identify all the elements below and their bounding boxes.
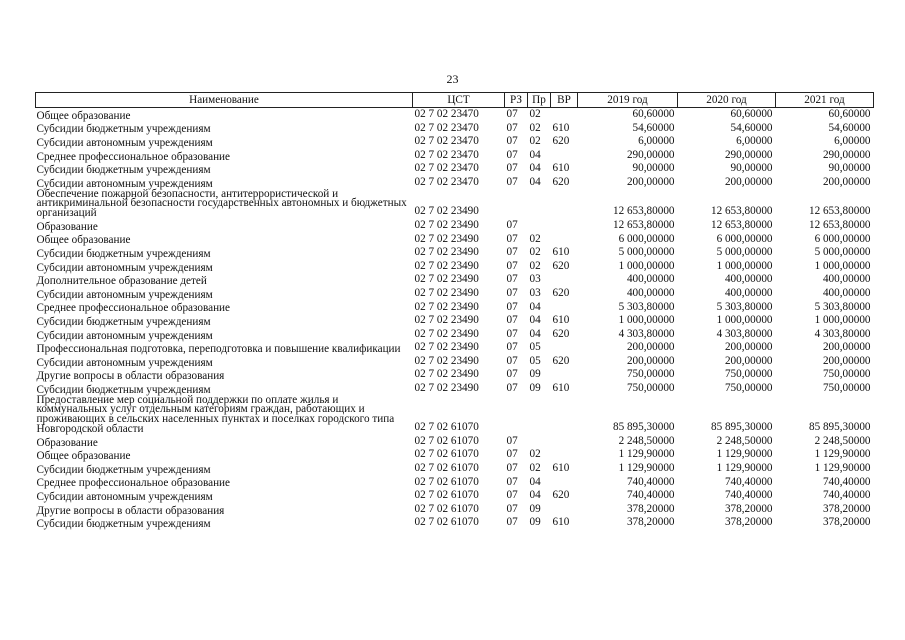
row-vr: [551, 233, 578, 247]
row-2019: 200,00000: [626, 354, 675, 367]
row-2019: 1 000,00000: [618, 314, 675, 327]
row-pr: 04: [529, 162, 541, 175]
row-cst: 02 7 02 23470: [414, 175, 479, 188]
row-name: Среднее профессиональное образование: [36, 150, 231, 163]
table-row: [36, 233, 874, 247]
row-pr: 02: [529, 108, 541, 120]
row-name: Субсидии автономным учреждениям: [36, 136, 213, 149]
row-rz: 07: [506, 121, 518, 134]
row-2019: 740,40000: [626, 475, 675, 488]
row-vr: [551, 503, 578, 517]
table-row: [36, 462, 874, 476]
row-cst: 02 7 02 23470: [414, 108, 479, 120]
row-2021: 740,40000: [822, 489, 871, 502]
header-pr: Пр: [528, 93, 551, 108]
row-cst: 02 7 02 23490: [414, 327, 479, 340]
row-rz: 07: [506, 314, 518, 327]
row-cst: 02 7 02 61070: [414, 448, 479, 461]
row-2019: 750,00000: [626, 382, 675, 395]
row-pr: 04: [529, 314, 541, 327]
row-2020: 6,00000: [736, 135, 773, 148]
row-2019: 6,00000: [638, 135, 675, 148]
row-name: Субсидии автономным учреждениям: [36, 356, 213, 369]
row-pr: 05: [529, 354, 541, 367]
row-name: Общее образование: [36, 450, 131, 463]
row-rz: 07: [506, 218, 518, 231]
row-2021: 6 000,00000: [814, 232, 871, 245]
table-row: [36, 273, 874, 287]
row-rz: 07: [506, 246, 518, 259]
table-row: [36, 190, 874, 219]
row-2019: 85 895,30000: [612, 421, 675, 434]
row-2021: 4 303,80000: [814, 327, 871, 340]
row-name: Обеспечение пожарной безопасности, антитеррористической и антикриминальной безопасности государственных автономных и бюджетных организаций: [36, 187, 407, 220]
row-cst: 02 7 02 23490: [414, 273, 479, 286]
row-rz: 07: [506, 434, 518, 447]
row-2021: 290,00000: [822, 148, 871, 161]
row-name: Субсидии бюджетным учреждениям: [36, 463, 211, 476]
row-2021: 200,00000: [822, 175, 871, 188]
row-2020: 290,00000: [724, 148, 773, 161]
row-vr: 610: [552, 462, 570, 475]
row-2021: 1 129,90000: [814, 462, 871, 475]
row-vr: 620: [552, 175, 570, 188]
row-2020: 5 303,80000: [716, 300, 773, 313]
row-cst: 02 7 02 23490: [414, 341, 479, 354]
row-2021: 90,00000: [828, 162, 871, 175]
table-row: [36, 368, 874, 382]
row-vr: 620: [552, 135, 570, 148]
row-rz: 07: [506, 489, 518, 502]
row-vr: [551, 368, 578, 382]
row-vr: [551, 219, 578, 233]
row-2021: 5 000,00000: [814, 246, 871, 259]
row-2020: 200,00000: [724, 341, 773, 354]
table-row: [36, 301, 874, 315]
row-rz: 07: [506, 475, 518, 488]
row-vr: [551, 273, 578, 287]
row-name: Среднее профессиональное образование: [36, 477, 231, 490]
row-2019: 4 303,80000: [618, 327, 675, 340]
row-2021: 1 000,00000: [814, 259, 871, 272]
table-row: [36, 396, 874, 435]
row-vr: 620: [552, 286, 570, 299]
row-2019: 54,60000: [632, 121, 675, 134]
row-cst: 02 7 02 61070: [414, 434, 479, 447]
row-2020: 12 653,80000: [710, 205, 773, 218]
row-2021: 400,00000: [822, 286, 871, 299]
row-vr: [551, 190, 578, 219]
row-2020: 2 248,50000: [716, 434, 773, 447]
row-rz: [505, 396, 528, 435]
row-name: Субсидии автономным учреждениям: [36, 491, 213, 504]
row-name: Среднее профессиональное образование: [36, 302, 231, 315]
row-vr: 610: [552, 121, 570, 134]
row-vr: [551, 435, 578, 449]
row-2021: 54,60000: [828, 121, 871, 134]
header-cst: ЦСТ: [413, 93, 505, 108]
row-vr: 610: [552, 516, 570, 529]
row-pr: [528, 396, 551, 435]
row-name: Субсидии автономным учреждениям: [36, 288, 213, 301]
row-2019: 12 653,80000: [612, 205, 675, 218]
row-pr: 04: [529, 300, 541, 313]
row-2020: 60,60000: [730, 108, 773, 120]
row-2019: 200,00000: [626, 341, 675, 354]
header-rz: РЗ: [505, 93, 528, 108]
table-row: [36, 246, 874, 260]
row-pr: 09: [529, 502, 541, 515]
row-cst: 02 7 02 61070: [414, 475, 479, 488]
row-2019: 5 000,00000: [618, 246, 675, 259]
row-cst: 02 7 02 61070: [414, 489, 479, 502]
table-row: [36, 489, 874, 503]
row-2021: 1 129,90000: [814, 448, 871, 461]
row-name: Субсидии бюджетным учреждениям: [36, 247, 211, 260]
row-pr: [528, 219, 551, 233]
row-pr: 04: [529, 475, 541, 488]
row-cst: 02 7 02 23470: [414, 135, 479, 148]
row-rz: 07: [506, 162, 518, 175]
table-row: [36, 135, 874, 149]
row-name: Предоставление мер социальной поддержки по оплате жилья и коммунальных услуг отдельным категориям граждан, работающих и проживающих в сельских населенных пунктах и поселках городского типа Новгородской области: [36, 393, 395, 436]
row-vr: [551, 341, 578, 355]
row-name: Общее образование: [36, 109, 131, 122]
row-cst: 02 7 02 61070: [414, 516, 479, 529]
row-name: Субсидии бюджетным учреждениям: [36, 518, 211, 531]
row-2019: 60,60000: [632, 108, 675, 120]
row-vr: [551, 301, 578, 315]
row-pr: 04: [529, 175, 541, 188]
row-pr: 03: [529, 286, 541, 299]
row-2021: 12 653,80000: [808, 205, 871, 218]
row-2020: 85 895,30000: [710, 421, 773, 434]
row-pr: 09: [529, 516, 541, 529]
row-vr: [551, 108, 578, 122]
row-2021: 5 303,80000: [814, 300, 871, 313]
row-2020: 5 000,00000: [716, 246, 773, 259]
row-name: Субсидии бюджетным учреждениям: [36, 315, 211, 328]
header-2019: 2019 год: [578, 93, 678, 108]
row-2021: 740,40000: [822, 475, 871, 488]
row-2019: 90,00000: [632, 162, 675, 175]
page-number: 23: [446, 72, 459, 86]
row-name: Образование: [36, 220, 98, 233]
row-rz: 07: [506, 327, 518, 340]
row-pr: 02: [529, 135, 541, 148]
row-name: Общее образование: [36, 234, 131, 247]
row-cst: 02 7 02 23490: [414, 314, 479, 327]
table-row: [36, 355, 874, 369]
row-2021: 400,00000: [822, 273, 871, 286]
row-pr: 04: [529, 148, 541, 161]
header-name: Наименование: [36, 93, 413, 108]
row-pr: 04: [529, 327, 541, 340]
row-name: Образование: [36, 436, 98, 449]
table-row: [36, 328, 874, 342]
row-cst: 02 7 02 23490: [414, 218, 479, 231]
row-2020: 6 000,00000: [716, 232, 773, 245]
row-pr: 05: [529, 341, 541, 354]
row-2021: 200,00000: [822, 354, 871, 367]
row-name: Субсидии бюджетным учреждениям: [36, 383, 211, 396]
row-2020: 378,20000: [724, 502, 773, 515]
row-2020: 740,40000: [724, 475, 773, 488]
row-rz: [505, 190, 528, 219]
row-pr: 09: [529, 382, 541, 395]
row-2020: 400,00000: [724, 273, 773, 286]
row-cst: 02 7 02 23490: [414, 286, 479, 299]
row-2019: 2 248,50000: [618, 434, 675, 447]
row-2019: 750,00000: [626, 368, 675, 381]
table-row: [36, 260, 874, 274]
row-name: Субсидии автономным учреждениям: [36, 177, 213, 190]
row-vr: 610: [552, 314, 570, 327]
row-pr: [528, 435, 551, 449]
table-row: [36, 122, 874, 136]
row-rz: 07: [506, 300, 518, 313]
row-cst: 02 7 02 23490: [414, 368, 479, 381]
row-cst: 02 7 02 23470: [414, 121, 479, 134]
table-row: [36, 503, 874, 517]
row-pr: 02: [529, 246, 541, 259]
row-2020: 12 653,80000: [710, 218, 773, 231]
row-2019: 1 129,90000: [618, 448, 675, 461]
row-2021: 378,20000: [822, 516, 871, 529]
row-rz: 07: [506, 273, 518, 286]
row-2021: 85 895,30000: [808, 421, 871, 434]
row-rz: 07: [506, 502, 518, 515]
row-rz: 07: [506, 382, 518, 395]
row-cst: 02 7 02 23470: [414, 162, 479, 175]
row-vr: [551, 448, 578, 462]
row-name: Дополнительное образование детей: [36, 275, 207, 288]
table-row: [36, 516, 874, 530]
row-2021: 2 248,50000: [814, 434, 871, 447]
budget-table: [35, 92, 874, 530]
row-2020: 4 303,80000: [716, 327, 773, 340]
row-2019: 378,20000: [626, 516, 675, 529]
table-row: [36, 341, 874, 355]
row-vr: 610: [552, 162, 570, 175]
table-row: [36, 149, 874, 163]
row-2021: 200,00000: [822, 341, 871, 354]
row-2019: 12 653,80000: [612, 218, 675, 231]
row-2020: 1 000,00000: [716, 314, 773, 327]
row-rz: 07: [506, 259, 518, 272]
row-name: Профессиональная подготовка, переподготовка и повышение квалификации: [36, 343, 401, 356]
row-rz: 07: [506, 448, 518, 461]
row-2020: 200,00000: [724, 175, 773, 188]
row-2020: 378,20000: [724, 516, 773, 529]
header-2021: 2021 год: [776, 93, 874, 108]
row-2019: 1 000,00000: [618, 259, 675, 272]
row-2020: 90,00000: [730, 162, 773, 175]
row-2019: 1 129,90000: [618, 462, 675, 475]
row-vr: 620: [552, 259, 570, 272]
row-cst: 02 7 02 23490: [414, 382, 479, 395]
row-rz: 07: [506, 148, 518, 161]
row-vr: 620: [552, 327, 570, 340]
row-name: Субсидии автономным учреждениям: [36, 261, 213, 274]
row-pr: 02: [529, 462, 541, 475]
row-2021: 60,60000: [828, 108, 871, 120]
row-2019: 400,00000: [626, 273, 675, 286]
row-vr: [551, 396, 578, 435]
row-cst: 02 7 02 23490: [414, 205, 479, 218]
header-row: [36, 93, 874, 108]
table-row: [36, 476, 874, 490]
row-2020: 54,60000: [730, 121, 773, 134]
row-2019: 290,00000: [626, 148, 675, 161]
row-2019: 740,40000: [626, 489, 675, 502]
row-rz: 07: [506, 354, 518, 367]
row-2021: 12 653,80000: [808, 218, 871, 231]
row-name: Другие вопросы в области образования: [36, 504, 225, 517]
row-pr: 02: [529, 121, 541, 134]
row-cst: 02 7 02 23490: [414, 246, 479, 259]
table-row: [36, 162, 874, 176]
row-2021: 1 000,00000: [814, 314, 871, 327]
row-cst: 02 7 02 23490: [414, 232, 479, 245]
row-name: Другие вопросы в области образования: [36, 370, 225, 383]
row-2020: 400,00000: [724, 286, 773, 299]
row-cst: 02 7 02 61070: [414, 421, 479, 434]
row-pr: 04: [529, 489, 541, 502]
row-cst: 02 7 02 61070: [414, 502, 479, 515]
table-row: [36, 219, 874, 233]
table-row: [36, 108, 874, 122]
row-rz: 07: [506, 108, 518, 120]
row-vr: 620: [552, 354, 570, 367]
row-cst: 02 7 02 61070: [414, 462, 479, 475]
row-rz: 07: [506, 341, 518, 354]
row-rz: 07: [506, 516, 518, 529]
row-pr: 09: [529, 368, 541, 381]
row-pr: 02: [529, 232, 541, 245]
row-vr: 610: [552, 246, 570, 259]
table-row: [36, 287, 874, 301]
row-pr: [528, 190, 551, 219]
row-2019: 378,20000: [626, 502, 675, 515]
row-2020: 200,00000: [724, 354, 773, 367]
row-2020: 1 129,90000: [716, 462, 773, 475]
row-2020: 750,00000: [724, 382, 773, 395]
row-name: Субсидии бюджетным учреждениям: [36, 164, 211, 177]
row-rz: 07: [506, 368, 518, 381]
row-pr: 02: [529, 259, 541, 272]
row-2020: 740,40000: [724, 489, 773, 502]
row-2020: 750,00000: [724, 368, 773, 381]
row-2019: 200,00000: [626, 175, 675, 188]
row-2020: 1 129,90000: [716, 448, 773, 461]
row-rz: 07: [506, 462, 518, 475]
table-row: [36, 435, 874, 449]
row-2021: 378,20000: [822, 502, 871, 515]
row-rz: 07: [506, 232, 518, 245]
row-2019: 6 000,00000: [618, 232, 675, 245]
row-rz: 07: [506, 135, 518, 148]
row-cst: 02 7 02 23490: [414, 259, 479, 272]
table-row: [36, 314, 874, 328]
table-row: [36, 448, 874, 462]
row-vr: [551, 149, 578, 163]
row-2019: 5 303,80000: [618, 300, 675, 313]
row-pr: 03: [529, 273, 541, 286]
row-pr: 02: [529, 448, 541, 461]
row-2021: 750,00000: [822, 382, 871, 395]
row-name: Субсидии автономным учреждениям: [36, 329, 213, 342]
row-2021: 750,00000: [822, 368, 871, 381]
row-cst: 02 7 02 23490: [414, 300, 479, 313]
row-2021: 6,00000: [834, 135, 871, 148]
header-2020: 2020 год: [678, 93, 776, 108]
row-2020: 1 000,00000: [716, 259, 773, 272]
row-rz: 07: [506, 175, 518, 188]
row-name: Субсидии бюджетным учреждениям: [36, 123, 211, 136]
row-rz: 07: [506, 286, 518, 299]
row-vr: [551, 476, 578, 490]
header-vr: ВР: [551, 93, 578, 108]
row-cst: 02 7 02 23470: [414, 148, 479, 161]
row-vr: 610: [552, 382, 570, 395]
row-cst: 02 7 02 23490: [414, 354, 479, 367]
row-vr: 620: [552, 489, 570, 502]
row-2019: 400,00000: [626, 286, 675, 299]
